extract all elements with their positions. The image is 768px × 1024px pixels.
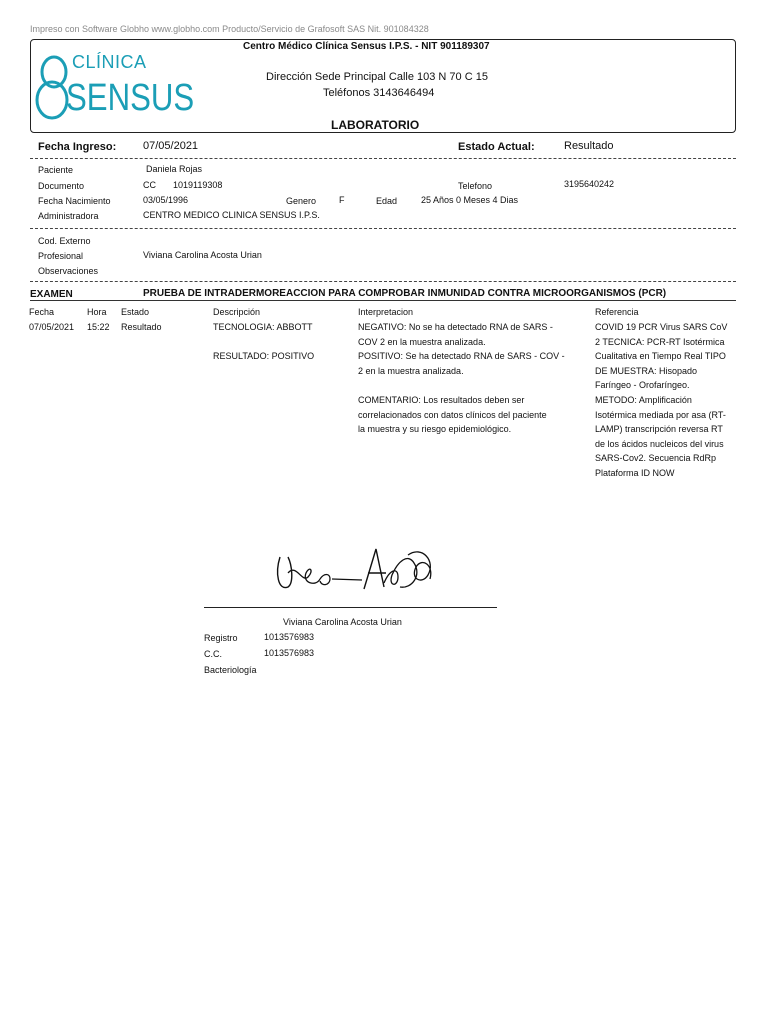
phone-label: Telefono: [458, 181, 493, 191]
col-header-status: Estado: [121, 307, 150, 317]
admission-date-value: 07/05/2021: [143, 140, 199, 152]
observations-label: Observaciones: [38, 266, 99, 276]
cc-value: 1013576983: [264, 648, 315, 658]
col-header-description: Descripción: [213, 307, 261, 317]
admission-date-label: Fecha Ingreso:: [38, 141, 117, 153]
document-number: 1019119308: [173, 180, 223, 190]
row-date: 07/05/2021: [29, 322, 75, 332]
logo-sensus-text: SENSUS: [66, 77, 195, 119]
birth-date-value: 03/05/1996: [143, 195, 189, 205]
age-value: 25 Años 0 Meses 4 Dias: [421, 195, 519, 205]
clinic-address: Dirección Sede Principal Calle 103 N 70 C 15: [266, 71, 488, 83]
divider: [30, 281, 736, 282]
signer-role: Bacteriología: [204, 665, 257, 675]
exam-title: PRUEBA DE INTRADERMOREACCION PARA COMPROBAR INMUNIDAD CONTRA MICROORGANISMOS (PCR): [143, 288, 667, 299]
interpretation-negative: NEGATIVO: No se ha detectado RNA de SARS - COV 2 en la muestra analizada.: [358, 322, 553, 347]
col-header-interpretation: Interpretacion: [358, 307, 414, 317]
gender-value: F: [339, 195, 345, 205]
clinic-phones: Teléfonos 3143646494: [323, 87, 435, 99]
signer-name: Viviana Carolina Acosta Urian: [283, 617, 402, 627]
insurer-value: CENTRO MEDICO CLINICA SENSUS I.P.S.: [143, 210, 320, 220]
cc-label: C.C.: [204, 649, 222, 659]
document-type: CC: [143, 180, 156, 190]
exam-label: EXAMEN: [30, 289, 73, 300]
reference-text: COVID 19 PCR Virus SARS CoV 2 TECNICA: PCR-RT Isotérmica Cualitativa en Tiempo Real TIPO DE MUESTRA: Hisopado Faríngeo - Orofaríngeo. METODO: Amplificación Isotérmica mediada por asa (RT-LAMP) transcripción reversa RT de los ácidos nucleicos del virus SARS-Cov2. Secuencia RdRp Plataforma ID NOW: [595, 322, 728, 478]
document-label: Documento: [38, 181, 85, 191]
external-code-label: Cod. Externo: [38, 236, 91, 246]
insurer-label: Administradora: [38, 211, 99, 221]
gender-label: Genero: [286, 196, 317, 206]
registry-label: Registro: [204, 633, 238, 643]
col-header-time: Hora: [87, 307, 107, 317]
clinic-logo: [34, 48, 195, 124]
row-technology: TECNOLOGIA: ABBOTT: [213, 322, 313, 332]
birth-date-label: Fecha Nacimiento: [38, 196, 111, 206]
exam-underline: [30, 300, 736, 301]
divider: [30, 228, 736, 229]
signature-image: [272, 543, 442, 603]
interpretation-comment: COMENTARIO: Los resultados deben ser correlacionados con datos clínicos del paciente la muestra y su riesgo epidemiológico.: [358, 395, 547, 435]
divider: [30, 158, 736, 159]
clinic-name: Centro Médico Clínica Sensus I.P.S. - NIT 901189307: [243, 41, 490, 52]
patient-name-value: Daniela Rojas: [146, 164, 203, 174]
logo-clinica-text: CLÍNICA: [72, 52, 147, 72]
phone-value: 3195640242: [564, 179, 615, 189]
interpretation-positive: POSITIVO: Se ha detectado RNA de SARS - COV - 2 en la muestra analizada.: [358, 351, 565, 376]
professional-value: Viviana Carolina Acosta Urian: [143, 250, 262, 260]
row-time: 15:22: [87, 322, 110, 332]
patient-name-label: Paciente: [38, 165, 74, 175]
col-header-date: Fecha: [29, 307, 55, 317]
row-result: RESULTADO: POSITIVO: [213, 351, 315, 361]
registry-value: 1013576983: [264, 632, 315, 642]
section-title: LABORATORIO: [331, 118, 420, 132]
professional-label: Profesional: [38, 251, 84, 261]
status-label: Estado Actual:: [458, 141, 535, 153]
status-value: Resultado: [564, 140, 614, 152]
col-header-reference: Referencia: [595, 307, 639, 317]
software-note: Impreso con Software Globho www.globho.com Producto/Servicio de Grafosoft SAS Nit. 901084328: [30, 24, 429, 34]
signature-line: [204, 607, 497, 608]
row-status: Resultado: [121, 322, 162, 332]
age-label: Edad: [376, 196, 398, 206]
